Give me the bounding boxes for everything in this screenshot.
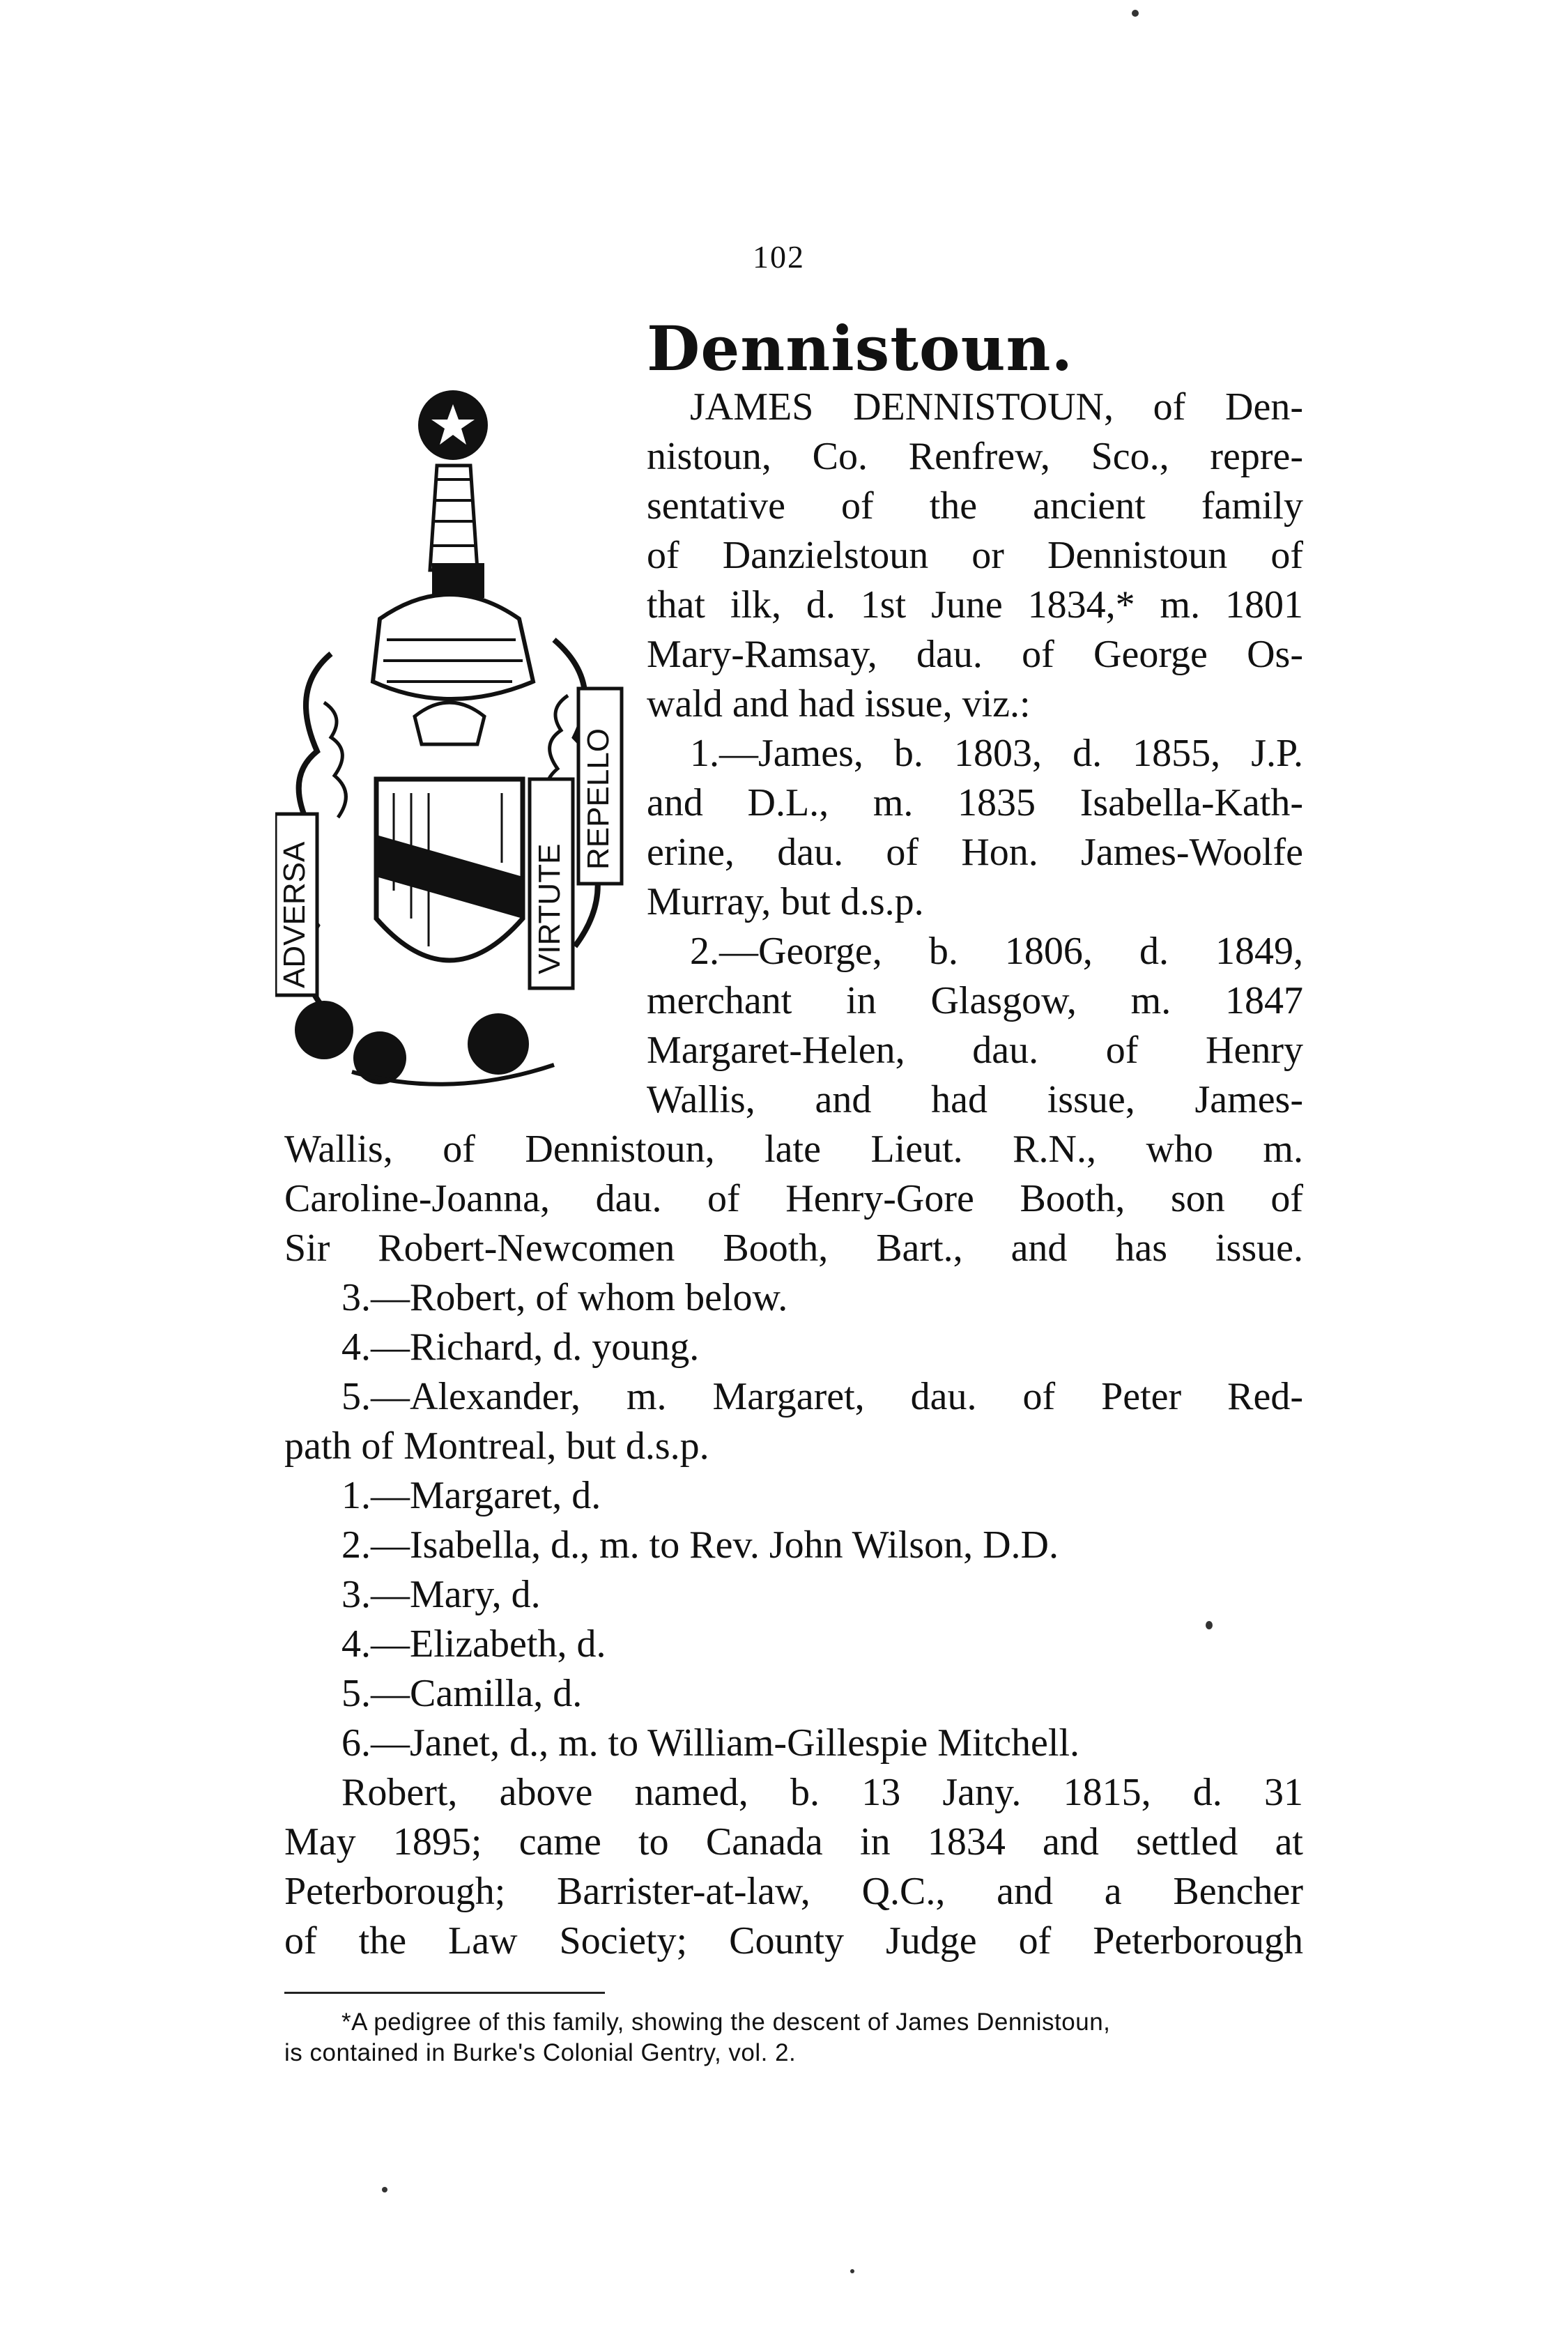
motto-middle: VIRTUTE: [532, 843, 567, 974]
text-line: 4.—Richard, d. young.: [341, 1326, 700, 1369]
motto-left: ADVERSA: [277, 841, 312, 988]
text-line: Sir Robert-Newcomen Booth, Bart., and has issue.: [284, 1227, 1303, 1270]
text-line: of Danzielstoun or Dennistoun of: [647, 534, 1303, 577]
scan-speck: [1132, 10, 1139, 17]
scan-speck: [382, 2187, 387, 2192]
page-number: 102: [753, 239, 805, 275]
text-line: 3.—Mary, d.: [341, 1573, 541, 1616]
text-line: Wallis, of Dennistoun, late Lieut. R.N., who m.: [284, 1128, 1303, 1171]
text-line: 5.—Alexander, m. Margaret, dau. of Peter Red-: [341, 1375, 1303, 1418]
text-line: sentative of the ancient family: [647, 484, 1303, 528]
text-line: Wallis, and had issue, James-: [647, 1078, 1303, 1121]
text-line: Margaret-Helen, dau. of Henry: [647, 1029, 1303, 1072]
text-line: 1.—Margaret, d.: [341, 1474, 601, 1517]
footnote-divider: [284, 1992, 605, 1994]
coat-of-arms-image: [275, 389, 624, 1107]
text-line: Caroline-Joanna, dau. of Henry-Gore Booth, son of: [284, 1177, 1303, 1220]
text-line: 1.—James, b. 1803, d. 1855, J.P.: [690, 732, 1303, 775]
text-line: Mary-Ramsay, dau. of George Os-: [647, 633, 1303, 676]
text-line: Robert, above named, b. 13 Jany. 1815, d. 31: [341, 1771, 1303, 1814]
text-line: wald and had issue, viz.:: [647, 682, 1031, 725]
text-line: 5.—Camilla, d.: [341, 1672, 583, 1715]
text-line: JAMES DENNISTOUN, of Den-: [690, 385, 1303, 429]
text-line: 4.—Elizabeth, d.: [341, 1622, 606, 1666]
text-line: of the Law Society; County Judge of Peterborough: [284, 1919, 1303, 1962]
text-line: and D.L., m. 1835 Isabella-Kath-: [647, 781, 1303, 824]
text-line: that ilk, d. 1st June 1834,* m. 1801: [647, 583, 1303, 627]
text-line: 2.—George, b. 1806, d. 1849,: [690, 930, 1303, 973]
text-line: 6.—Janet, d., m. to William-Gillespie Mitchell.: [341, 1721, 1079, 1765]
text-line: Peterborough; Barrister-at-law, Q.C., and a Bencher: [284, 1870, 1303, 1913]
page-title: Dennistoun.: [647, 312, 1074, 385]
text-line: May 1895; came to Canada in 1834 and settled at: [284, 1820, 1303, 1864]
text-line: 2.—Isabella, d., m. to Rev. John Wilson, D.D.: [341, 1523, 1059, 1567]
text-line: 3.—Robert, of whom below.: [341, 1276, 788, 1319]
footnote-line: is contained in Burke's Colonial Gentry, vol. 2.: [284, 2039, 797, 2066]
motto-right: REPELLO: [581, 728, 615, 870]
text-line: nistoun, Co. Renfrew, Sco., repre-: [647, 435, 1303, 478]
text-line: Murray, but d.s.p.: [647, 880, 924, 923]
text-line: path of Montreal, but d.s.p.: [284, 1424, 709, 1468]
footnote-line: *A pedigree of this family, showing the descent of James Dennistoun,: [341, 2008, 1111, 2036]
text-line: merchant in Glasgow, m. 1847: [647, 979, 1303, 1022]
scan-speck: [850, 2269, 854, 2273]
scan-speck: [1206, 1621, 1213, 1629]
text-line: erine, dau. of Hon. James-Woolfe: [647, 831, 1303, 874]
